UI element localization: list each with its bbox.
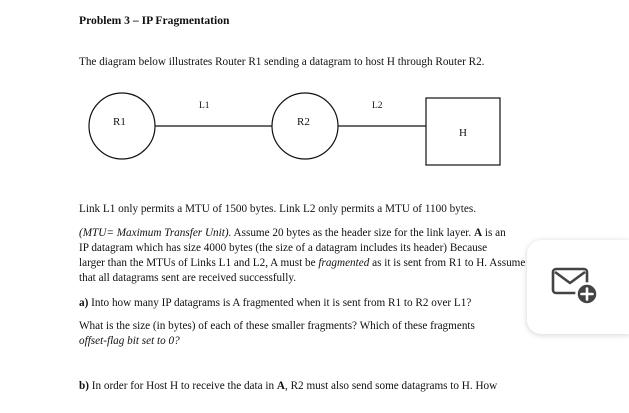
body-line-2-tail: is an xyxy=(482,227,506,239)
problem-title: Problem 3 – IP Fragmentation xyxy=(79,14,230,27)
mail-add-icon xyxy=(549,263,609,311)
body-line-4-post: as it is sent from R1 to H. Assume xyxy=(369,257,526,269)
network-diagram xyxy=(0,0,629,200)
question-a-line-2: What is the size (in bytes) of each of these smaller fragments? Which of these fragments xyxy=(79,320,475,332)
question-b-ref: A xyxy=(276,380,285,392)
body-line-4 xyxy=(79,256,525,270)
question-a-label: a) xyxy=(79,297,89,309)
body-line-3: IP datagram which has size 4000 bytes (the size of a datagram includes its header) Because xyxy=(79,242,488,254)
body-line-4-pre: larger than the MTUs of Links L1 and L2, A must be xyxy=(79,257,319,269)
question-b-line-1 xyxy=(79,379,497,393)
link-l2-label: L2 xyxy=(372,101,383,111)
question-b-pre: In order for Host H to receive the data in xyxy=(88,380,277,392)
intro-text: The diagram below illustrates Router R1 sending a datagram to host H through Router R2. xyxy=(79,56,485,68)
router-r2-label: R2 xyxy=(297,116,310,128)
fragmented-word: fragmented xyxy=(318,257,370,269)
link-l1-label: L1 xyxy=(199,101,210,111)
question-a-line-3: offset-flag bit set to 0? xyxy=(79,335,180,347)
question-b-label: b) xyxy=(79,380,89,392)
floating-mail-add-button[interactable] xyxy=(527,240,629,334)
datagram-a-ref: A xyxy=(474,227,483,239)
question-b-post: , R2 must also send some datagrams to H. How xyxy=(285,380,498,392)
question-a-line-1 xyxy=(79,296,471,310)
body-line-2 xyxy=(79,226,506,240)
router-r1-label: R1 xyxy=(113,116,126,128)
mtu-definition: (MTU= Maximum Transfer Unit). xyxy=(79,227,232,239)
host-h-label: H xyxy=(459,127,467,139)
body-line-5: that all datagrams sent are received successfully. xyxy=(79,272,297,284)
mtu-text: Link L1 only permits a MTU of 1500 bytes. Link L2 only permits a MTU of 1100 bytes. xyxy=(79,203,477,215)
question-a-text: Into how many IP datagrams is A fragmented when it is sent from R1 to R2 over L1? xyxy=(88,297,472,309)
header-assumption: Assume 20 bytes as the header size for the link layer. xyxy=(231,227,475,239)
